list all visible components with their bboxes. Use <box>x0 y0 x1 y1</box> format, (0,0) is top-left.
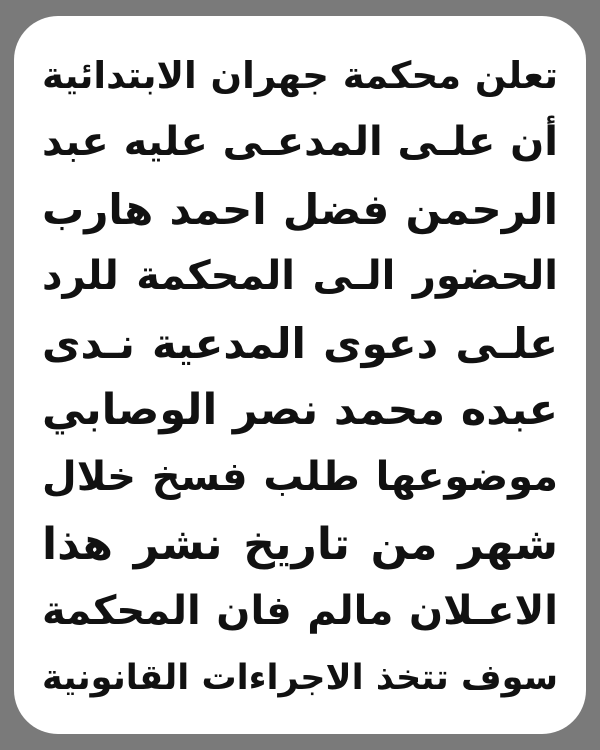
notice-card <box>14 16 586 734</box>
notice-line: الحضور الـى المحكمة للرد <box>42 253 558 299</box>
notice-line: علـى دعوى المدعية نـدى <box>42 319 558 368</box>
notice-line: موضوعها طلب فسخ خلال <box>42 454 558 500</box>
notice-line: الرحمن فضل احمد هارب <box>42 185 558 234</box>
notice-line: شهر من تاريخ نشر هذا <box>42 519 558 570</box>
notice-line: عبده محمد نصر الوصابي <box>42 385 558 435</box>
notice-text <box>42 42 558 712</box>
notice-line: سوف تتخذ الاجراءات القانونية <box>42 658 558 698</box>
notice-line: تعلن محكمة جهران الابتدائية <box>42 54 558 97</box>
notice-line: الاعـلان مالم فان المحكمة <box>42 588 558 634</box>
notice-line: أن علـى المدعـى عليه عبد <box>42 119 558 165</box>
